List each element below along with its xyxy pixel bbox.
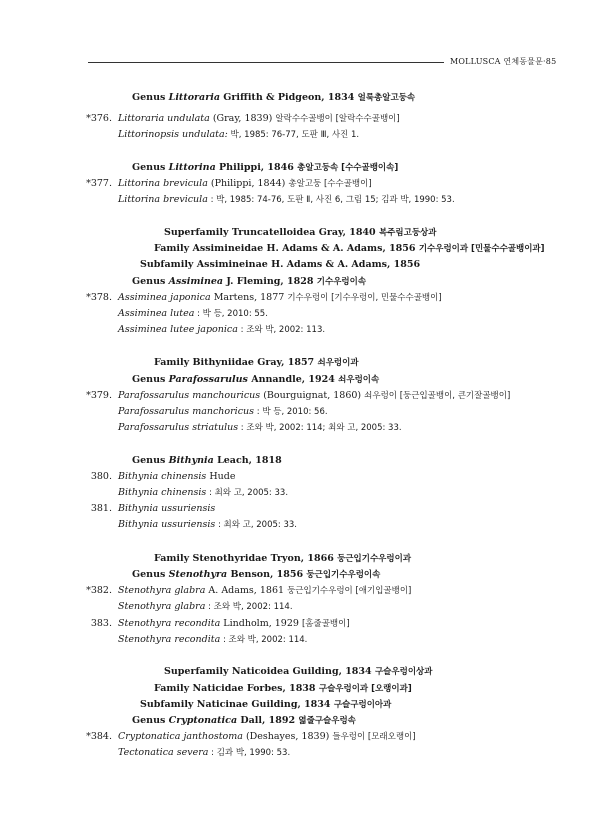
taxon-authority: Gray, 1857 <box>257 357 315 368</box>
species-text <box>118 178 372 190</box>
synonym-reference <box>118 406 328 418</box>
literature-citation: : 박, 1985: 74-76, 도판 Ⅱ, 사진 6, 그림 15; 김과 박, 1990: 53. <box>207 195 455 205</box>
species-number: *378. <box>86 292 112 303</box>
taxon-heading-genus <box>132 455 282 467</box>
literature-citation: : 조와 박, 2002: 114; 최와 고, 2005: 33. <box>238 423 402 433</box>
literature-citation: 박, 1985: 76-77, 도판 Ⅲ, 사진 1. <box>227 130 360 140</box>
species-name: Stenothyra glabra <box>118 585 206 596</box>
synonym-reference <box>118 129 359 141</box>
taxon-name: Littoraria <box>168 92 220 103</box>
species-authority: (Philippi, 1844) <box>210 178 286 189</box>
synonym-reference <box>118 747 290 759</box>
taxon-name: Bithyniidae <box>192 357 254 368</box>
korean-name: 엷줄구슬우렁속 <box>298 716 356 726</box>
literature-citation: : 조와 박, 2002: 114. <box>220 635 308 645</box>
literature-citation: : 최와 고, 2005: 33. <box>215 520 297 530</box>
taxon-heading-genus <box>132 715 356 727</box>
header-separator: · <box>543 57 546 66</box>
taxon-heading-genus <box>132 162 398 174</box>
species-number: *384. <box>86 731 112 742</box>
species-text <box>118 618 350 630</box>
taxon-name: Truncatelloidea <box>231 227 316 238</box>
species-name: Bithynia chinensis <box>118 471 207 482</box>
korean-name: 둥근입기수우렁이 [애기입골뱅이] <box>287 586 412 596</box>
species-authority: (Gray, 1839) <box>212 113 273 124</box>
literature-citation: : 박 등, 2010: 56. <box>254 407 328 417</box>
synonym-name: Tectonatica severa <box>118 747 209 758</box>
taxon-authority: H. Adams & A. Adams, 1856 <box>271 259 421 270</box>
taxon-authority: Griffith & Pidgeon, 1834 <box>223 92 355 103</box>
literature-citation: : 박 등, 2010: 55. <box>194 309 268 319</box>
taxon-name: Assiminea <box>168 276 224 287</box>
taxon-name: Naticidae <box>192 683 244 694</box>
synonym-name: Parafossarulus striatulus <box>118 422 239 433</box>
synonym-name: Assiminea lutea <box>118 308 195 319</box>
running-header <box>450 56 556 67</box>
species-authority: Lindholm, 1929 <box>223 618 299 629</box>
taxon-authority: Guilding, 1834 <box>251 699 331 710</box>
synonym-name: Bithynia chinensis <box>118 487 207 498</box>
species-name: Stenothyra recondita <box>118 618 221 629</box>
synonym-reference <box>118 422 402 434</box>
taxon-heading-family <box>154 683 412 695</box>
korean-name: 기수우렁이속 <box>316 277 367 287</box>
taxon-authority: Annandle, 1924 <box>251 374 335 385</box>
taxon-rank: Genus <box>132 455 166 466</box>
species-text <box>118 731 416 743</box>
taxon-rank: Family <box>154 243 190 254</box>
taxon-authority: Forbes, 1838 <box>246 683 316 694</box>
taxon-name: Parafossarulus <box>168 374 248 385</box>
taxon-rank: Genus <box>132 162 166 173</box>
synonym-name: Stenothyra glabra <box>118 601 206 612</box>
taxon-name: Assimineidae <box>192 243 264 254</box>
taxon-name: Naticoidea <box>231 666 290 677</box>
taxon-heading-superfamily <box>164 227 436 239</box>
taxon-rank: Superfamily <box>164 666 229 677</box>
taxon-heading-genus <box>132 569 380 581</box>
taxon-heading-family <box>154 357 359 369</box>
species-number: 381. <box>90 503 112 514</box>
species-name: Assiminea japonica <box>118 292 211 303</box>
taxon-heading-family <box>154 553 411 565</box>
taxon-authority: Leach, 1818 <box>217 455 282 466</box>
species-text <box>118 113 400 125</box>
taxon-authority: Tryon, 1866 <box>270 553 334 564</box>
taxon-rank: Genus <box>132 374 166 385</box>
header-rule <box>88 62 444 63</box>
korean-name: 복주림고둥상과 <box>378 228 437 238</box>
taxon-authority: Benson, 1856 <box>230 569 304 580</box>
species-text <box>118 292 442 304</box>
species-text <box>118 390 510 402</box>
taxon-name: Bithynia <box>168 455 214 466</box>
korean-name: 들우렁이 [모래오랭이] <box>332 732 416 742</box>
species-text <box>118 503 215 515</box>
taxon-authority: Philippi, 1846 <box>219 162 294 173</box>
taxon-heading-subfamily <box>140 699 391 711</box>
taxon-heading-genus <box>132 276 366 288</box>
taxon-heading-genus <box>132 92 415 104</box>
taxon-rank: Family <box>154 357 190 368</box>
species-authority: (Bourguignat, 1860) <box>263 390 362 401</box>
synonym-reference <box>118 601 293 613</box>
synonym-reference <box>118 194 455 206</box>
synonym-reference <box>118 634 307 646</box>
korean-name: [홈줄골뱅이] <box>301 619 350 629</box>
synonym-name: Littorinopsis undulata: <box>118 129 228 140</box>
species-number: *377. <box>86 178 112 189</box>
taxon-rank: Subfamily <box>140 699 194 710</box>
taxon-rank: Family <box>154 553 190 564</box>
species-name: Bithynia ussuriensis <box>118 503 216 514</box>
species-name: Cryptonatica janthostoma <box>118 731 243 742</box>
species-number: *376. <box>86 113 112 124</box>
taxon-heading-family <box>154 243 545 255</box>
species-authority: Martens, 1877 <box>213 292 285 303</box>
taxon-rank: Superfamily <box>164 227 229 238</box>
korean-name: 총알고둥 [수수골뱅이] <box>288 179 372 189</box>
korean-name: 둥근입기수우렁이속 <box>306 570 381 580</box>
literature-citation: : 최와 고, 2005: 33. <box>206 488 289 498</box>
taxon-authority: Gray, 1840 <box>318 227 376 238</box>
taxon-name: Naticinae <box>196 699 249 710</box>
taxon-heading-genus <box>132 374 379 386</box>
synonym-reference <box>118 308 268 320</box>
species-number: *379. <box>86 390 112 401</box>
korean-name: 쇠우렁이 [둥근입골뱅이, 큰기잘골뱅이] <box>364 391 511 401</box>
korean-name: 기수우렁이 [기수우렁이, 민물수수골뱅이] <box>287 293 442 303</box>
synonym-reference <box>118 324 325 336</box>
header-title: MOLLUSCA 연체동물문 <box>450 57 544 66</box>
taxon-name: Littorina <box>168 162 216 173</box>
taxon-rank: Genus <box>132 92 166 103</box>
literature-citation: : 조와 박, 2002: 113. <box>237 325 326 335</box>
taxon-heading-subfamily <box>140 259 420 271</box>
korean-name: 둥근입기수우렁이과 <box>337 554 412 564</box>
taxon-authority: Guilding, 1834 <box>292 666 372 677</box>
taxon-name: Assimineinae <box>196 259 268 270</box>
page-number: 85 <box>545 57 557 66</box>
korean-name: 얼룩총알고둥속 <box>357 93 416 103</box>
taxon-authority: H. Adams & A. Adams, 1856 <box>266 243 416 254</box>
korean-name: 총알고둥속 [수수골뱅이속] <box>297 163 399 173</box>
species-authority: A. Adams, 1861 <box>208 585 285 596</box>
korean-name: 쇠우렁이과 <box>317 358 359 368</box>
taxon-name: Stenothyra <box>168 569 228 580</box>
taxon-rank: Genus <box>132 276 166 287</box>
korean-name: 기수우렁이과 [민물수수골뱅이과] <box>418 244 545 254</box>
korean-name: 구슬구렁이아과 <box>333 700 392 710</box>
species-text <box>118 471 235 483</box>
literature-citation: : 조와 박, 2002: 114. <box>205 602 293 612</box>
korean-name: 구슬우렁이과 [오랭이과] <box>318 684 412 694</box>
species-text <box>118 585 411 597</box>
taxon-heading-superfamily <box>164 666 432 678</box>
korean-name: 쇠우렁이속 <box>338 375 380 385</box>
species-name: Littorina brevicula <box>118 178 208 189</box>
synonym-name: Assiminea lutee japonica <box>118 324 238 335</box>
taxon-authority: Dall, 1892 <box>240 715 296 726</box>
species-number: 380. <box>90 471 112 482</box>
taxon-rank: Genus <box>132 569 166 580</box>
synonym-reference <box>118 487 288 499</box>
korean-name: 알락수수골뱅이 [알락수수골뱅이] <box>275 114 400 124</box>
taxon-name: Cryptonatica <box>168 715 238 726</box>
taxon-name: Stenothyridae <box>192 553 268 564</box>
synonym-name: Stenothyra recondita <box>118 634 221 645</box>
taxon-rank: Genus <box>132 715 166 726</box>
literature-citation: : 김과 박, 1990: 53. <box>208 748 291 758</box>
synonym-name: Bithynia ussuriensis <box>118 519 216 530</box>
synonym-name: Littorina brevicula <box>118 194 208 205</box>
taxon-rank: Subfamily <box>140 259 194 270</box>
species-number: 383. <box>90 618 112 629</box>
species-name: Parafossarulus manchouricus <box>118 390 261 401</box>
species-authority: (Deshayes, 1839) <box>245 731 330 742</box>
species-authority: Hude <box>209 471 236 482</box>
taxon-authority: J. Fleming, 1828 <box>226 276 314 287</box>
species-number: *382. <box>86 585 112 596</box>
synonym-reference <box>118 519 297 531</box>
synonym-name: Parafossarulus manchoricus <box>118 406 255 417</box>
species-name: Littoraria undulata <box>118 113 210 124</box>
taxon-rank: Family <box>154 683 190 694</box>
korean-name: 구슬우렁이상과 <box>374 667 433 677</box>
